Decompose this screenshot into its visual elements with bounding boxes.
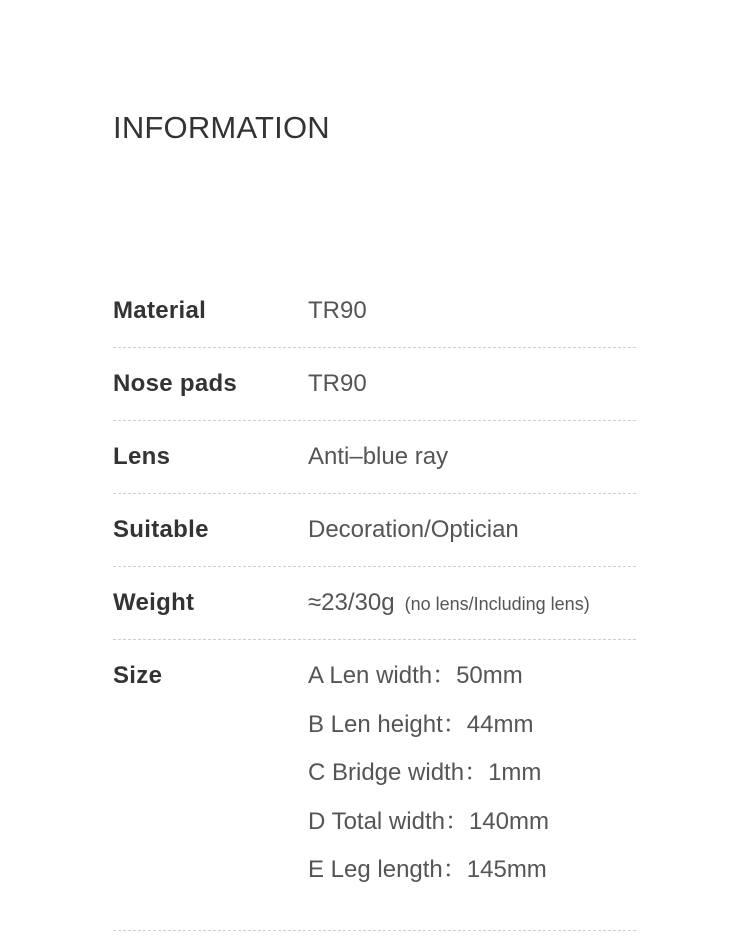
spec-value: Decoration/Optician: [308, 516, 519, 543]
page-title: INFORMATION: [113, 110, 330, 145]
size-item: C Bridge width：1mm: [308, 759, 542, 786]
spec-value: Anti–blue ray: [308, 443, 449, 470]
spec-row-weight: [113, 567, 636, 640]
size-item: B Len height：44mm: [308, 710, 534, 738]
spec-value: TR90: [308, 297, 367, 324]
spec-label: Weight: [113, 589, 195, 616]
weight-note: (no lens/Including lens): [404, 594, 590, 614]
spec-row-size: [113, 640, 636, 931]
spec-value: TR90: [308, 370, 367, 397]
spec-label: Lens: [113, 443, 171, 470]
spec-value-group: [308, 589, 590, 617]
weight-value: ≈23/30g: [308, 589, 395, 616]
spec-row-material: [113, 275, 636, 348]
size-item: A Len width：50mm: [308, 662, 523, 689]
spec-row-suitable: [113, 494, 636, 567]
spec-row-lens: [113, 421, 636, 494]
size-list: [308, 662, 549, 905]
spec-label: Suitable: [113, 516, 209, 543]
spec-label: Material: [113, 297, 207, 324]
spec-row-nose-pads: [113, 348, 636, 421]
spec-label: Nose pads: [113, 370, 238, 397]
spec-label: Size: [113, 662, 163, 689]
size-item: E Leg length：145mm: [308, 856, 547, 883]
size-item: D Total width：140mm: [308, 807, 549, 835]
spec-table: [113, 275, 636, 931]
